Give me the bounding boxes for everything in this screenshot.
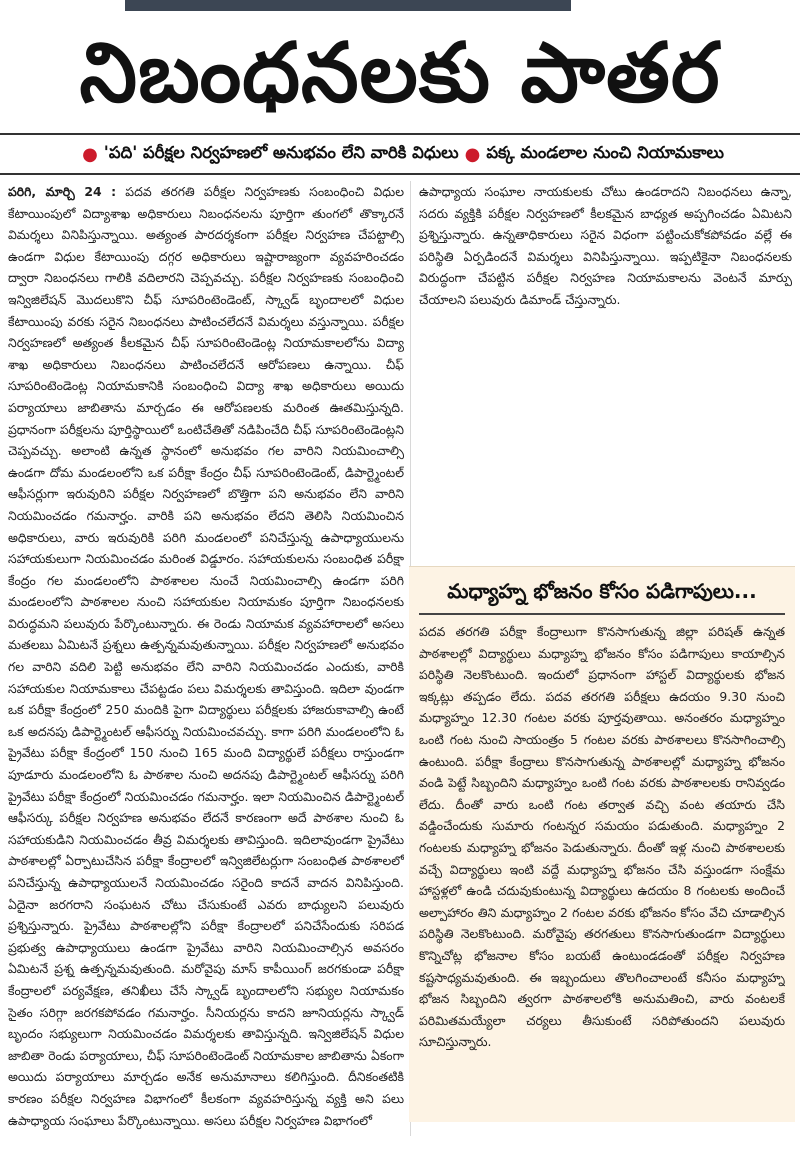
bullet-icon: ● <box>82 143 98 165</box>
strapline <box>0 137 800 171</box>
bullet-icon: ● <box>464 143 481 165</box>
side-story-title: మధ్యాహ్న భోజనం కోసం పడిగాపులు... <box>447 579 757 603</box>
top-bar <box>125 0 571 11</box>
side-story-title-rule <box>419 613 785 615</box>
main-article-column-2 <box>419 181 792 551</box>
strap-bottom-rule <box>0 173 800 175</box>
article-continuation: ఉపాధ్యాయ సంఘాల నాయకులకు చోటు ఉండరాదని నిబంధనలు ఉన్నా, సదరు వ్యక్తికి పరీక్షల నిర్వహణలో కీలకమైన బాధ్యత అప్పగించడం ఏమిటని ప్రశ్నిస్తున్నారు. ఉన్నతాధికారులు సరైన విధంగా పట్టించుకోకపోవడం వల్లే ఈ పరిస్థితి ఏర్పడిందనే విమర్శలు వినిపిస్తున్నాయి. ఇప్పటికైనా నిబంధనలకు విరుద్ధంగా చేపట్టిన పరీక్షల నిర్వహణ నియామకాలను వెంటనే మార్పు చేయాలని పలువురు డిమాండ్ చేస్తున్నారు. <box>419 184 792 307</box>
strap-item-2: పక్క మండలాల నుంచి నియామకాలు <box>486 142 724 162</box>
main-article-column-1 <box>8 181 404 1136</box>
article-body: పదవ తరగతి పరీక్షల నిర్వహణకు సంబంధించి విధుల కేటాయింపులో విద్యాశాఖ అధికారులు నిబంధనలను పూర్తిగా తుంగలో తొక్కారనే విమర్శలు వినిపిస్తున్నాయి. అత్యంత పారదర్శకంగా పరీక్షల నిర్వహణ చేపట్టాల్సి ఉండగా విధుల కేటాయింపు దగ్గర అధికారులు ఇష్టారాజ్యంగా వ్యవహరించడం ద్వారా నిబంధనలు గాలికి వదిలారని చెప్పవచ్చు. పరీక్షల నిర్వహణకు సంబంధించి ఇన్విజిలేషన్ మొదలుకొని చీఫ్ సూపరింటెండెంట్, స్క్వాడ్ బృందాలలో విధుల కేటాయింపు వరకు సరైన నిబంధనలు పాటించలేదనే విమర్శలు వస్తున్నాయి. పరీక్షల నిర్వహణలో అత్యంత కీలకమైన చీఫ్ సూపరింటెండెంట్ల నియామకాలలోను విద్యా శాఖ అధికారులు నిబంధనలు పాటించలేదనే ఆరోపణలు ఉన్నాయి. చీఫ్ సూపరింటెండెంట్ల నియామకానికి సంబంధించి విద్యా శాఖ అధికారులు అయిదు పర్యాయాలు జాబితాను మార్చడం ఈ ఆరోపణలకు మరింత ఊతమిస్తున్నది. ప్రధానంగా పరీక్షలను పూర్తిస్థాయిలో ఒంటిచేతితో నడిపించేది చీఫ్ సూపరింటెండెంట్లని చెప్పవచ్చు. అలాంటి ఉన్నత స్థానంలో అనుభవం గల వారిని నియమించాల్సి ఉండగా దోమ మండలంలోని ఒక పరీక్షా కేంద్రం చీఫ్ సూపరింటెండెంట్, డిపార్ట్మెంటల్ ఆఫీసర్లుగా ఇరువురిని పరీక్షల నిర్వహణలో బొత్తిగా పని అనుభవం లేని వారిని నియమించడం గమనార్హం. వారికి పని అనుభవం లేదని తెలిసి నియమించిన అధికారులు, వారు ఇరువురికి పరిగి మండలంలో పనిచేస్తున్న ఉపాధ్యాయులను సహాయకులుగా నియమించడం మరింత విడ్డూరం. సహాయకులను సంబంధిత పరీక్షా కేంద్రం గల మండలంలోని పాఠశాలల నుంచే నియమించాల్సి ఉండగా పరిగి మండలంలోని పాఠశాలల నుంచి సహాయకుల నియామకం పూర్తిగా నిబంధనలకు విరుద్ధమని పలువురు పేర్కొంటున్నారు. ఈ రెండు నియామక వ్యవహారాలలో అసలు మతలబు ఏమిటనే ప్రశ్నలు ఉత్పన్నమవుతున్నాయి. పరీక్షల నిర్వహణలో అనుభవం గల వారిని వదిలి పెట్టి అనుభవం లేని వారిని నియమించడం ఎందుకు, వారికి సహాయకుల నియామకాలు చేపట్టడం పలు విమర్శలకు తావిస్తుంది. ఇదిలా వుండగా ఒక పరీక్షా కేంద్రంలో 250 మందికి పైగా విద్యార్థులు పరీక్షలకు హాజరుకావాల్సి ఉంటే ఒక అదనపు డిపార్ట్మెంటల్ ఆఫీసర్ను నియమించవచ్చు. కాగా పరిగి మండలంలోని ఓ ప్రైవేటు పరీక్షా కేంద్రంలో 150 నుంచి 165 మంది విద్యార్థులే పరీక్షలు రాస్తుండగా పూడూరు మండలంలోని ఓ పాఠశాల నుంచి అదనపు డిపార్ట్మెంటల్ ఆఫీసర్ను పరిగి ప్రైవేటు పరీక్షా కేంద్రంలో నియమించడం గమనార్హం. ఇలా నియమించిన డిపార్ట్మెంటల్ ఆఫీసర్కు పరీక్షల నిర్వహణ అనుభవం లేదనే కారణంగా అదే పాఠశాల నుంచి ఓ సహాయకుడిని నియమించడం తీవ్ర విమర్శలకు తావిస్తుంది. ఇదిలావుండగా ప్రైవేటు పాఠశాలల్లో ఏర్పాటుచేసిన పరీక్షా కేంద్రాలలో ఇన్విజిలేటర్లుగా సంబంధిత పాఠశాలలో పనిచేస్తున్న ఉపాధ్యాయులనే నియమించడం సరైంది కాదనే వాదన వినిపిస్తుంది. ఏదైనా జరగరాని సంఘటన చోటు చేసుకుంటే ఎవరు బాధ్యులని పలువురు ప్రశ్నిస్తున్నారు. ప్రైవేటు పాఠశాలల్లోని పరీక్షా కేంద్రాలలో పనిచేసేందుకు సరిపడ ప్రభుత్వ ఉపాధ్యాయులు ఉండగా ప్రైవేటు వారిని నియమించాల్సిన అవసరం ఏమిటనే ప్రశ్న ఉత్పన్నమవుతుంది. మరోవైపు మాస్ కాపీయింగ్ జరగకుండా పరీక్షా కేంద్రాలలో పర్యవేక్షణ, తనిఖీలు చేసే స్క్వాడ్ బృందాలలోని సభ్యుల నియామకం సైతం సరిగ్గా జరగకపోవడం గమనార్హం. సీనియర్లను కాదని జూనియర్లను స్క్వాడ్ బృందం సభ్యులుగా నియమించడం విమర్శలకు తావిస్తున్నది. ఇన్విజిలేషన్ విధుల జాబితా రెండు పర్యాయాలు, చీఫ్ సూపరింటెండెంట్ నియామకాల జాబితాను ఏకంగా అయిదు పర్యాయాలు మార్చడం అనేక అనుమానాలు కలిగిస్తుంది. దీనికంతటికి కారణం పరీక్షల నిర్వహణ విభాగంలో కీలకంగా వ్యవహరిస్తున్న వ్యక్తి అని పలు ఉపాధ్యాయ సంఘాలు పేర్కొంటున్నాయి. అసలు పరీక్షల నిర్వహణ విభాగంలో <box>8 184 404 1128</box>
strap-item-1: 'పది' పరీక్షల నిర్వహణలో అనుభవం లేని వారికి విధులు <box>103 142 459 162</box>
dateline: పరిగి, మార్చి 24 : <box>8 184 117 199</box>
side-story-body: పదవ తరగతి పరీక్షా కేంద్రాలుగా కొనసాగుతున్న జిల్లా పరిషత్ ఉన్నత పాఠశాలల్లో విద్యార్థులు మధ్యాహ్న భోజనం కోసం పడిగాపులు కాయాల్సిన పరిస్థితి నెలకొంటుంది. ఇందులో ప్రధానంగా హాస్టల్ విద్యార్థులకు భోజన ఇక్కట్లు తప్పడం లేదు. పదవ తరగతి పరీక్షలు ఉదయం 9.30 నుంచి మధ్యాహ్నం 12.30 గంటల వరకు పూర్తవుతాయి. అనంతరం మధ్యాహ్నం ఒంటి గంట నుంచి సాయంత్రం 5 గంటల వరకు పాఠశాలలు కొనసాగించాల్సి ఉంటుంది. పరీక్షా కేంద్రాలు కొనసాగుతున్న పాఠశాలల్లో మధ్యాహ్న భోజనం వండి పెట్టే సిబ్బందిని మధ్యాహ్నం ఒంటి గంట వరకు పాఠశాలలకు రానివ్వడం లేదు. దీంతో వారు ఒంటి గంట తర్వాత వచ్చి వంట తయారు చేసి వడ్డించేందుకు సుమారు గంటన్నర సమయం పడుతుంది. మధ్యాహ్నం 2 గంటలకు మధ్యాహ్న భోజనం పెడుతున్నారు. దీంతో ఇళ్ల నుంచి పాఠశాలలకు వచ్చే విద్యార్థులు ఇంటి వద్దే మధ్యాహ్న భోజనం చేసి వస్తుండగా సంక్షేమ హాస్టళ్లలో ఉండి చదువుకుంటున్న విద్యార్థులు ఉదయం 8 గంటలకు అందించే అల్పాహారం తిని మధ్యాహ్నం 2 గంటల వరకు భోజనం కోసం వేచి చూడాల్సిన పరిస్థితి నెలకొంటుంది. మరోవైపు తరగతులు కొనసాగుతుండగా విద్యార్థులు కొన్నిచోట్ల భోజనాల కోసం బయటే ఉంటుండడంతో పరీక్షల నిర్వహణ కష్టసాధ్యమవుతుంది. ఈ ఇబ్బందులు తొలగించాలంటే కనీసం మధ్యాహ్న భోజన సిబ్బందిని త్వరగా పాఠశాలలోకి అనుమతించి, వారు వంటలకే పరిమితమయ్యేలా చర్యలు తీసుకుంటే సరిపోతుందని పలువురు సూచిస్తున్నారు. <box>419 624 785 1050</box>
side-story-box <box>409 566 795 1122</box>
headline: నిబంధనలకు పాతర <box>79 26 721 121</box>
strap-top-rule <box>0 133 800 135</box>
main-article-text <box>8 181 404 1131</box>
